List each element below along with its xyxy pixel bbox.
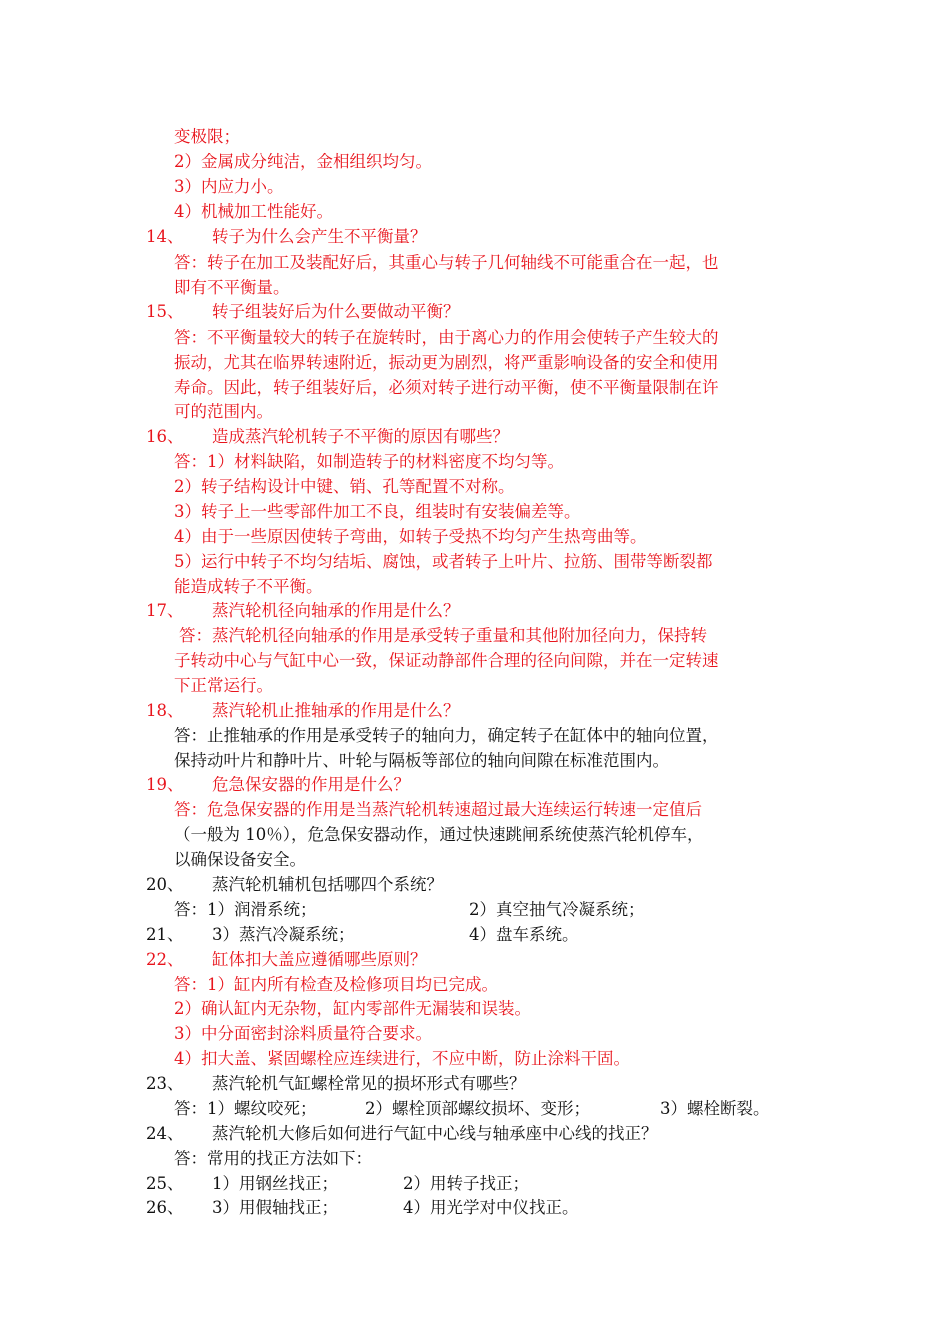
question-text: 蒸汽轮机辅机包括哪四个系统？: [212, 875, 443, 894]
question-number: 26、: [146, 1198, 184, 1217]
answer-line: 子转动中心与气缸中心一致，保证动静部件合理的径向间隙，并在一定转速: [174, 651, 719, 670]
answer-line: 答：转子在加工及装配好后，其重心与转子几何轴线不可能重合在一起，也: [174, 253, 719, 272]
question-text: 转子组装好后为什么要做动平衡？: [212, 302, 460, 321]
answer-line: 3）螺栓断裂。: [660, 1099, 770, 1118]
question-number: 18、: [146, 701, 184, 720]
question-text: 蒸汽轮机气缸螺栓常见的损坏形式有哪些？: [212, 1074, 526, 1093]
answer-line: 振动，尤其在临界转速附近，振动更为剧烈，将严重影响设备的安全和使用: [174, 353, 719, 372]
answer-line: 2）螺栓顶部螺纹损坏、变形；: [365, 1099, 590, 1118]
answer-line: 3）蒸汽冷凝系统；: [212, 925, 355, 944]
question-number: 19、: [146, 775, 184, 794]
question-number: 14、: [146, 227, 184, 246]
question-text: 蒸汽轮机止推轴承的作用是什么？: [212, 701, 460, 720]
answer-line: 答：1）螺纹咬死；: [174, 1099, 317, 1118]
question-text: 转子为什么会产生不平衡量？: [212, 227, 427, 246]
answer-line: 即有不平衡量。: [174, 278, 290, 297]
text-line: 4）机械加工性能好。: [174, 202, 333, 221]
answer-line: 答：蒸汽轮机径向轴承的作用是承受转子重量和其他附加径向力，保持转: [179, 626, 707, 645]
question-number: 20、: [146, 875, 184, 894]
question-number: 25、: [146, 1174, 184, 1193]
answer-line: 5）运行中转子不均匀结垢、腐蚀，或者转子上叶片、拉筋、围带等断裂都: [174, 552, 713, 571]
answer-line: 3）转子上一些零部件加工不良，组装时有安装偏差等。: [174, 502, 581, 521]
answer-line: 下正常运行。: [174, 676, 273, 695]
question-number: 15、: [146, 302, 184, 321]
answer-line: 答：1）材料缺陷，如制造转子的材料密度不均匀等。: [174, 452, 564, 471]
question-text: 危急保安器的作用是什么？: [212, 775, 410, 794]
question-text: 蒸汽轮机径向轴承的作用是什么？: [212, 601, 460, 620]
answer-line: 答：危急保安器的作用是当蒸汽轮机转速超过最大连续运行转速一定值后: [174, 800, 702, 819]
answer-line: 3）中分面密封涂料质量符合要求。: [174, 1024, 432, 1043]
answer-line: 2）真空抽气冷凝系统；: [469, 900, 645, 919]
question-number: 23、: [146, 1074, 184, 1093]
answer-line: 答：1）润滑系统；: [174, 900, 317, 919]
question-number: 16、: [146, 427, 184, 446]
answer-line: 答：1）缸内所有检查及检修项目均已完成。: [174, 975, 498, 994]
text-line: 变极限；: [174, 127, 240, 146]
question-text: 缸体扣大盖应遵循哪些原则？: [212, 950, 427, 969]
question-number: 22、: [146, 950, 184, 969]
answer-line: 4）用光学对中仪找正。: [403, 1198, 579, 1217]
text-line: 2）金属成分纯洁，金相组织均匀。: [174, 152, 432, 171]
question-text: 蒸汽轮机大修后如何进行气缸中心线与轴承座中心线的找正？: [212, 1124, 658, 1143]
answer-line: 2）用转子找正；: [403, 1174, 529, 1193]
question-number: 24、: [146, 1124, 184, 1143]
question-number: 21、: [146, 925, 184, 944]
answer-line: 1）用钢丝找正；: [212, 1174, 338, 1193]
answer-line: 答：不平衡量较大的转子在旋转时，由于离心力的作用会使转子产生较大的: [174, 328, 719, 347]
answer-line: 2）确认缸内无杂物，缸内零部件无漏装和误装。: [174, 999, 531, 1018]
answer-line: 3）用假轴找正；: [212, 1198, 338, 1217]
answer-line: 以确保设备安全。: [174, 850, 306, 869]
answer-line: 2）转子结构设计中键、销、孔等配置不对称。: [174, 477, 515, 496]
text-line: 3）内应力小。: [174, 177, 284, 196]
answer-line: 4）由于一些原因使转子弯曲，如转子受热不均匀产生热弯曲等。: [174, 527, 647, 546]
answer-line: 4）扣大盖、紧固螺栓应连续进行，不应中断，防止涂料干固。: [174, 1049, 630, 1068]
question-text: 造成蒸汽轮机转子不平衡的原因有哪些？: [212, 427, 509, 446]
answer-line: 4）盘车系统。: [469, 925, 579, 944]
question-number: 17、: [146, 601, 184, 620]
answer-line: 答：常用的找正方法如下：: [174, 1149, 372, 1168]
answer-line: 可的范围内。: [174, 402, 273, 421]
answer-line: 答：止推轴承的作用是承受转子的轴向力，确定转子在缸体中的轴向位置，: [174, 726, 719, 745]
answer-line: 能造成转子不平衡。: [174, 577, 323, 596]
answer-line: 保持动叶片和静叶片、叶轮与隔板等部位的轴向间隙在标准范围内。: [174, 751, 669, 770]
answer-line: （一般为 10％），危急保安器动作，通过快速跳闸系统使蒸汽轮机停车，: [174, 825, 704, 844]
answer-line: 寿命。因此，转子组装好后，必须对转子进行动平衡，使不平衡量限制在许: [174, 378, 719, 397]
